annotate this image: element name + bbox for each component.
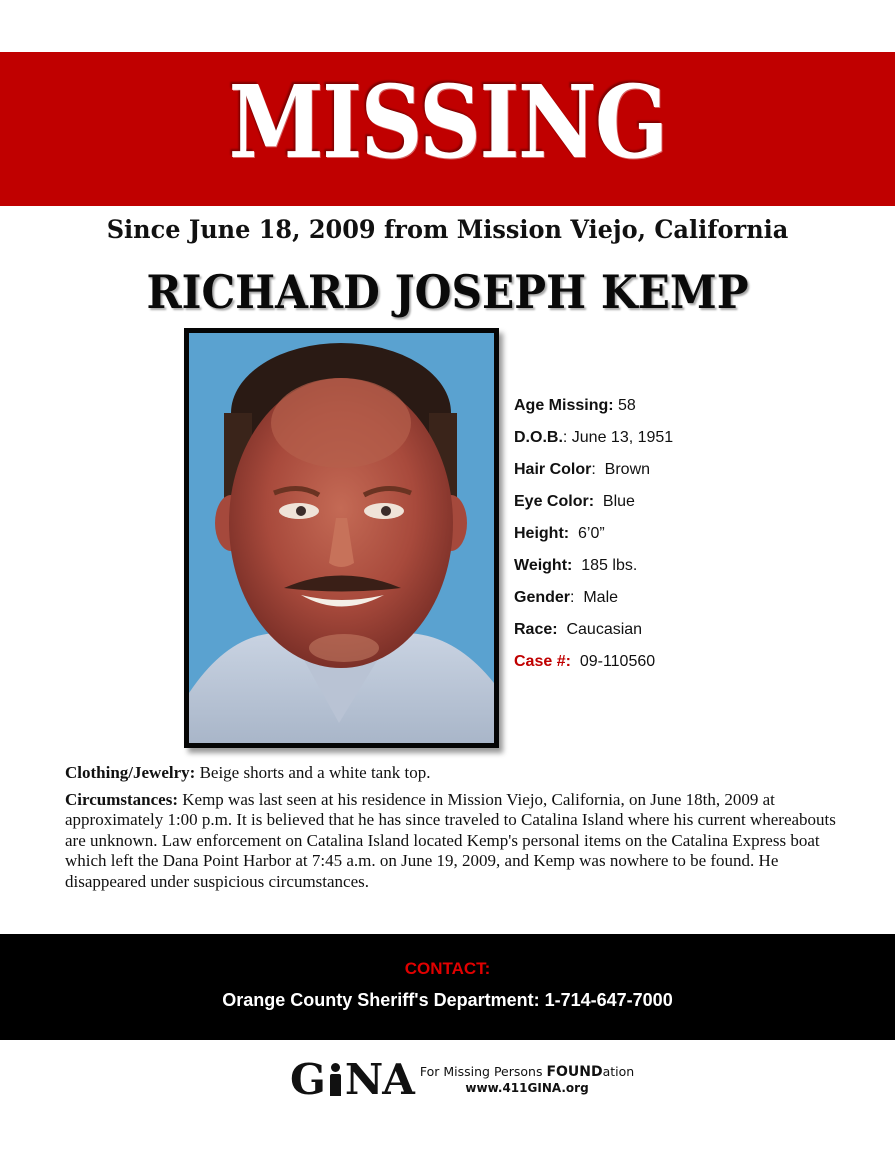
detail-weight: Weight: 185 lbs. (514, 557, 638, 574)
narrative-section (65, 763, 845, 898)
detail-dob: D.O.B.: June 13, 1951 (514, 429, 674, 446)
detail-eye-color: Eye Color: Blue (514, 493, 635, 510)
detail-gender: Gender: Male (514, 589, 619, 606)
circumstances-label: Circumstances: (65, 789, 178, 809)
contact-label: CONTACT: (404, 959, 491, 978)
person-photo (184, 328, 499, 748)
detail-race: Race: Caucasian (514, 621, 643, 638)
clothing-paragraph (65, 763, 845, 784)
circumstances-text: Kemp was last seen at his residence in Mission Viejo, California, on June 18th, 2009 at approximately 1:00 p.m. It is believed that he has since traveled to Catalina Island where his current whereabouts are unknown. Law enforcement on Catalina Island located Kemp's personal items on the Catalina Express boat which left the Dana Point Harbor at 7:45 a.m. on June 19, 2009, and Kemp was nowhere to be found. He disappeared under suspicious circumstances. (65, 789, 836, 891)
gina-wordmark: G NA (290, 1055, 414, 1104)
contact-band (0, 934, 895, 1040)
person-name: RICHARD JOSEPH KEMP (146, 265, 749, 319)
detail-height: Height: 6’0” (514, 525, 605, 542)
detail-case-number: Case #: 09-110560 (514, 653, 656, 670)
detail-age-missing: Age Missing: 58 (514, 397, 636, 414)
clothing-label: Clothing/Jewelry: (65, 763, 196, 782)
gina-logo (290, 1055, 635, 1104)
circumstances-paragraph (65, 790, 845, 893)
missing-title: MISSING (228, 63, 667, 181)
clothing-text: Beige shorts and a white tank top. (195, 763, 431, 782)
person-details (514, 394, 874, 682)
gina-website: www.411GINA.org (465, 1081, 589, 1095)
gina-tagline: For Missing Persons FOUNDation www.411GINA.org (419, 1064, 635, 1095)
person-figure-icon (328, 1063, 342, 1097)
detail-hair-color: Hair Color: Brown (514, 461, 651, 478)
missing-since-subtitle: Since June 18, 2009 from Mission Viejo, California (106, 215, 789, 244)
contact-phone: Orange County Sheriff's Department: 1-714-647-7000 (222, 990, 673, 1010)
